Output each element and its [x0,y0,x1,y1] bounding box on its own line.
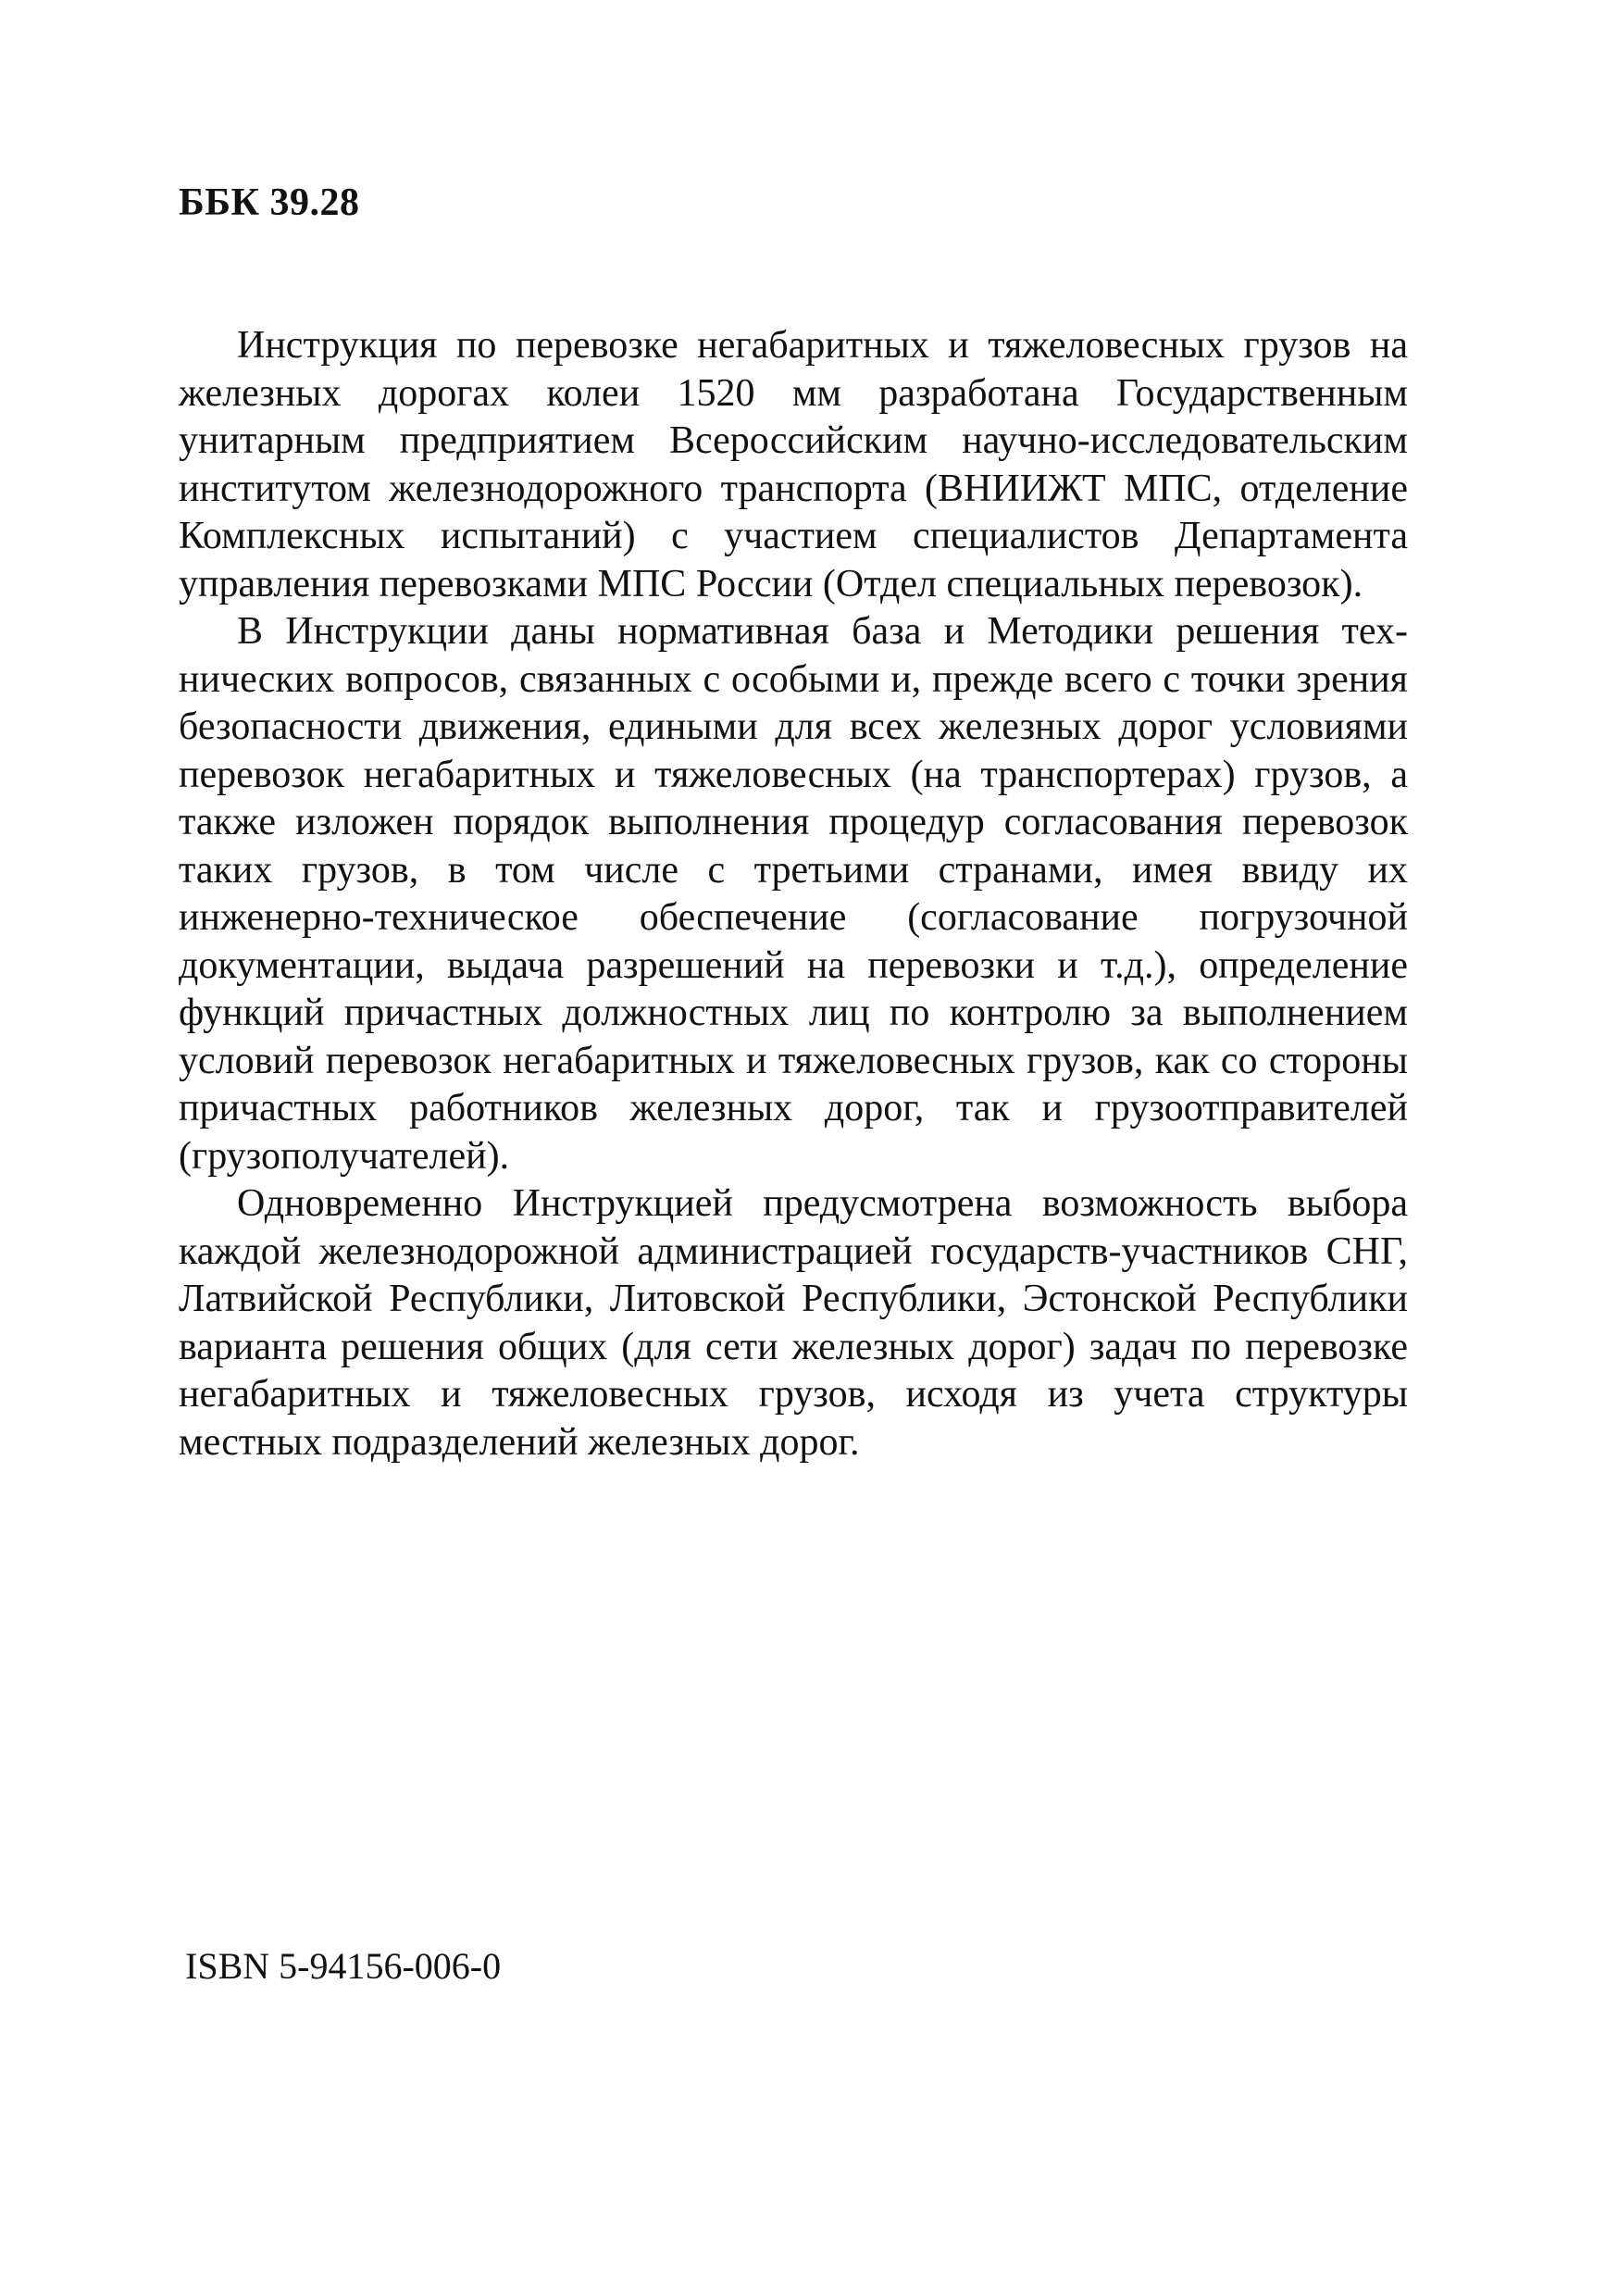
abstract-text [179,322,1408,1466]
isbn-number: ISBN 5-94156-006-0 [185,1945,502,1987]
abstract-paragraph: В Инструкции даны нормативная база и Методики решения технических вопросов, связанных с особыми и, прежде всего с точки зрения безопасности движения, едиными для всех железных дорог условиями перевозок негабаритных и тяжеловесных (на транспортерах) грузов, а также изложен порядок выполнения процедур согласования перевозок таких грузов, в том числе с третьими странами, имея ввиду их инженерно-техническое обеспечение (согласование погрузочной документации, выдача разрешений на перевозки и т.д.), определение функций причастных должностных лиц по контролю за выполнением условий перевозок негабаритных и тяжеловесных грузов, как со стороны причастных работников железных дорог, так и грузоотправителей (грузополучателей). [179,610,1408,1178]
abstract-paragraph: Одновременно Инструкцией предусмотрена возможность выбора каждой железнодорожной администрацией государств-участников СНГ, Латвийской Республики, Литовской Республики, Эстонской Республики варианта решения общих (для сети железных дорог) задач по перевозке негабаритных и тяжеловесных грузов, исходя из учета структуры местных подразделений железных дорог. [179,1182,1408,1464]
abstract-paragraph: Инструкция по перевозке негабаритных и тяжеловесных грузов на железных дорогах колеи 1520 мм разработана Государственным унитарным предприятием Всероссийским научно-исследовательским институтом железнодорожного транспорта (ВНИИЖТ МПС, отделение Комплексных испытаний) с участием специалистов Департамента управления перевозками МПС России (Отдел специальных перевозок). [179,324,1408,605]
bbk-classification: ББК 39.28 [179,181,360,224]
